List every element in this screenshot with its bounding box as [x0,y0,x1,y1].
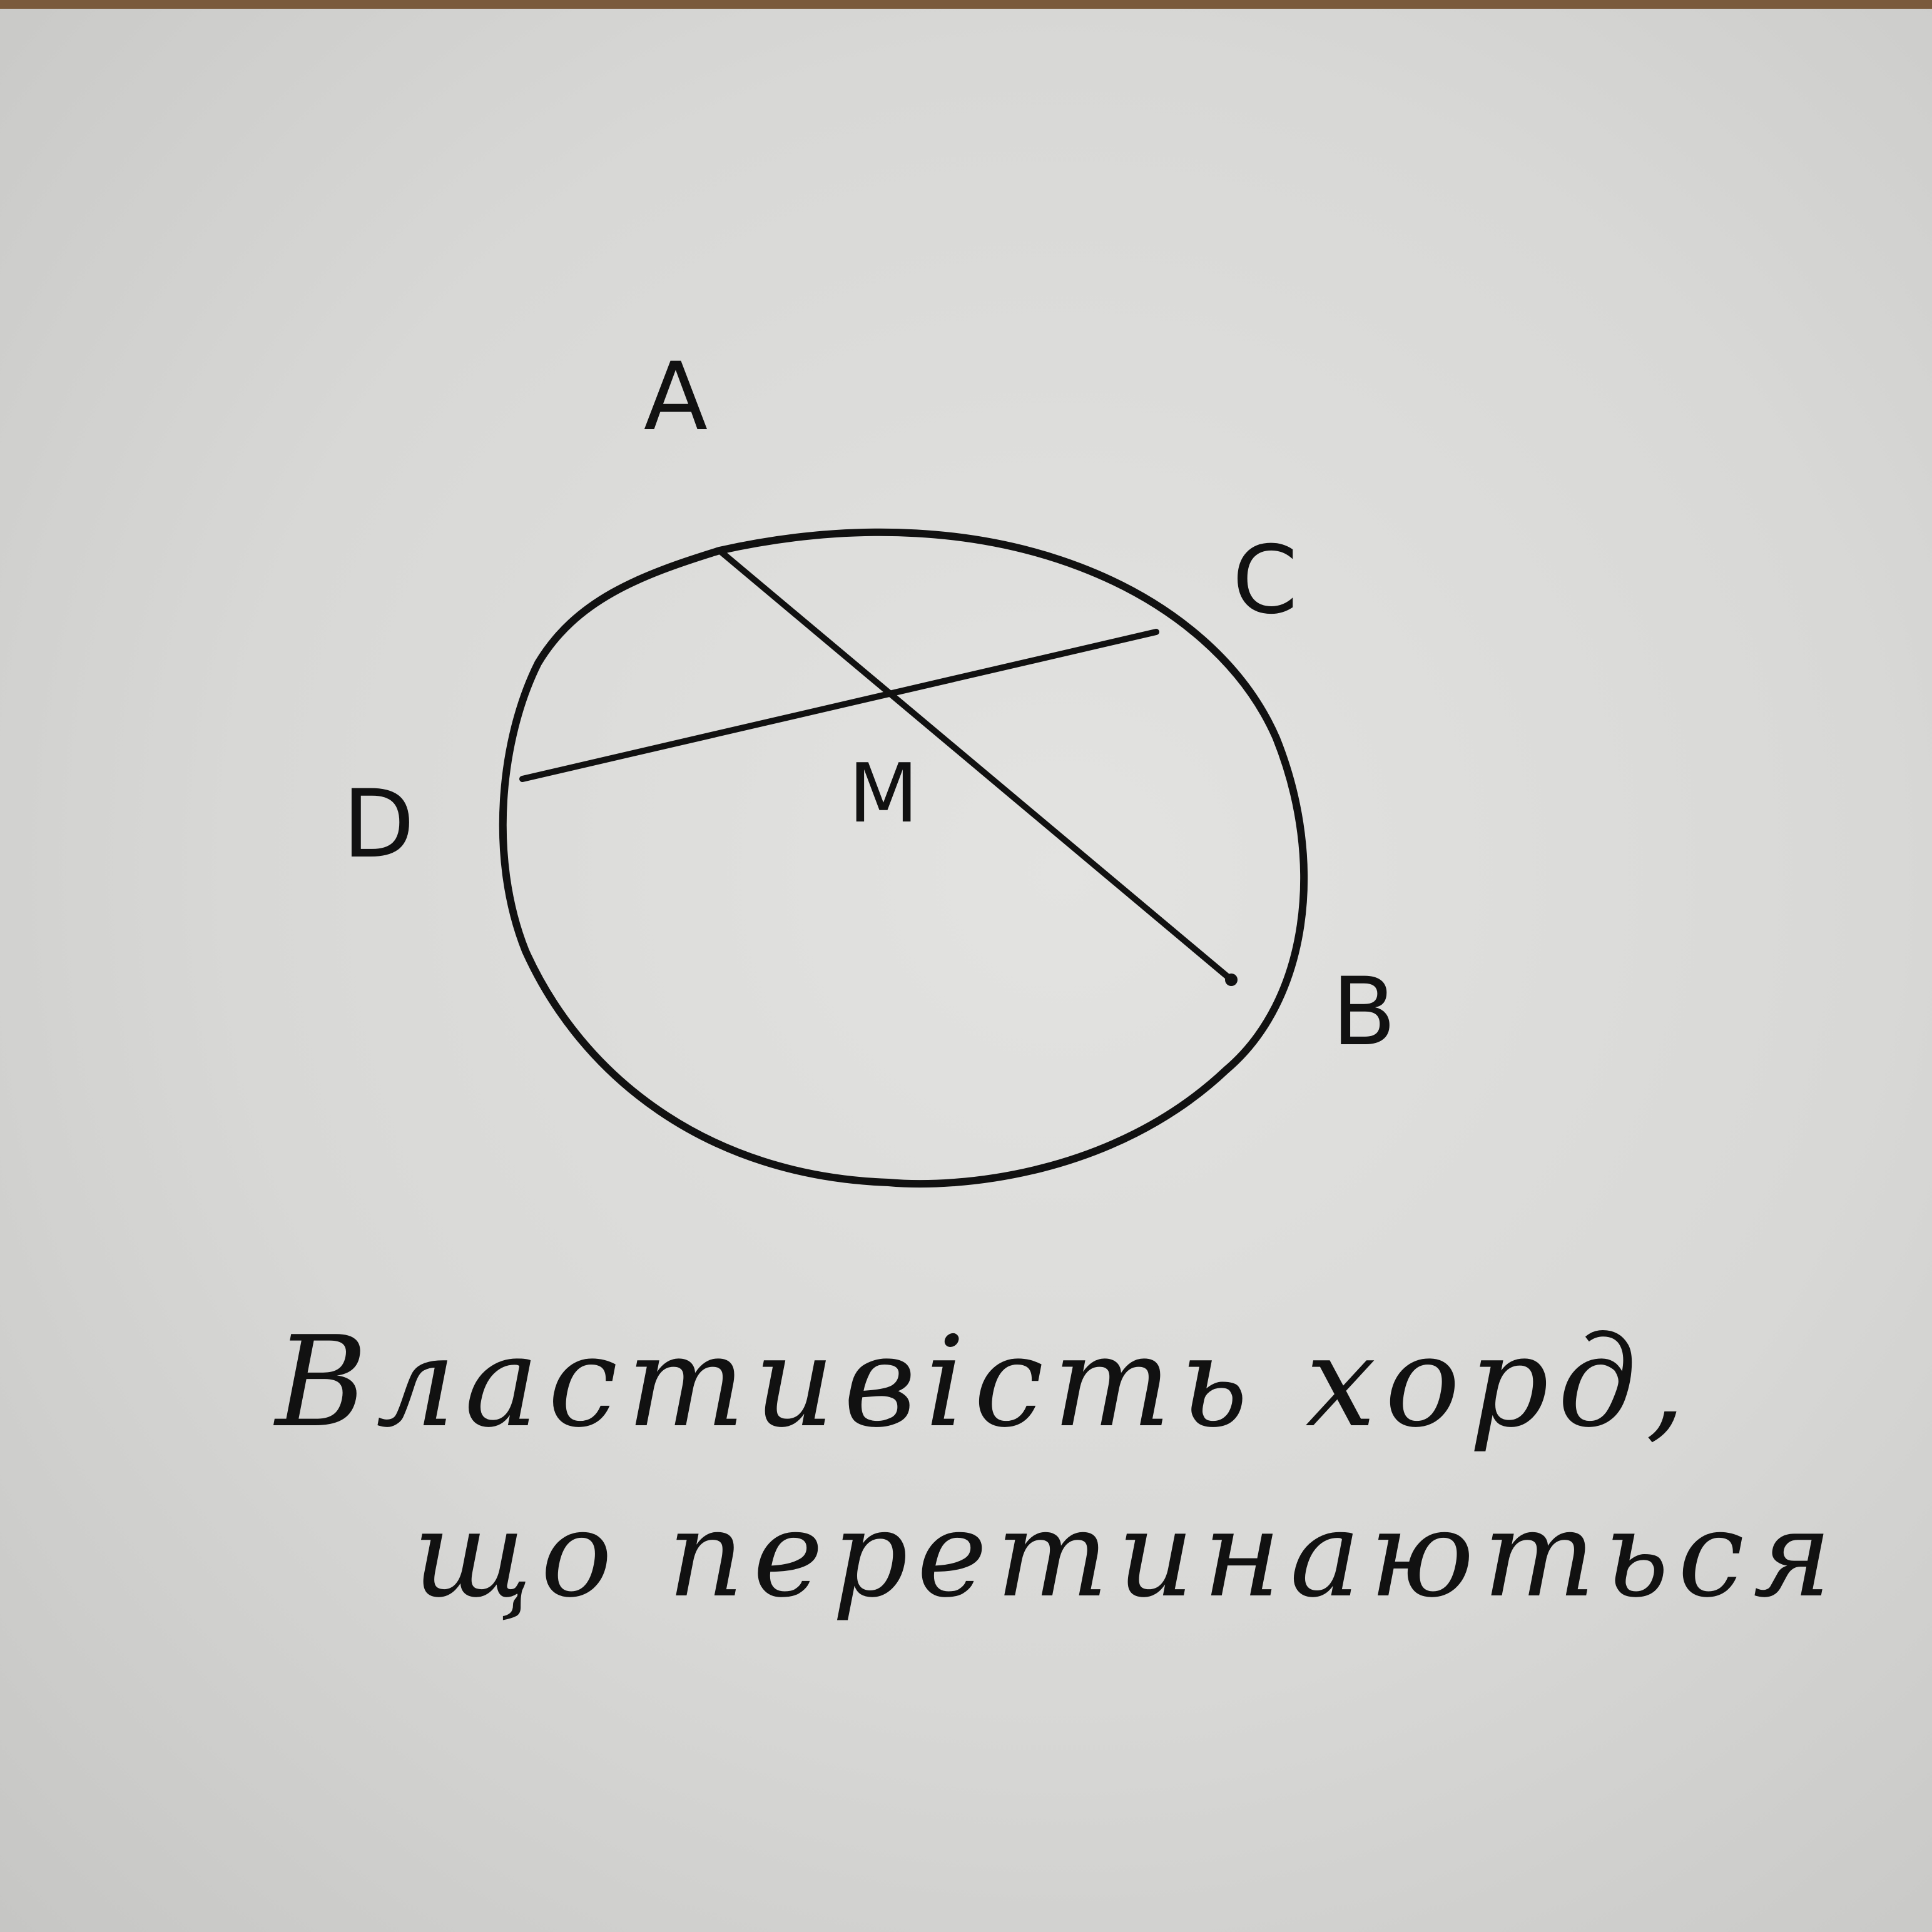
circle [503,526,1304,1184]
label-c: C [1232,526,1298,635]
caption-line-1: Властивість хорд, [275,1309,1695,1455]
label-d: D [342,770,415,879]
point-b-dot [1225,974,1238,986]
caption-line-2: що перетинаються [413,1485,1841,1624]
label-a: A [643,343,708,452]
chord-ab [719,551,1231,980]
label-b: B [1331,958,1396,1067]
label-m: M [848,746,919,841]
